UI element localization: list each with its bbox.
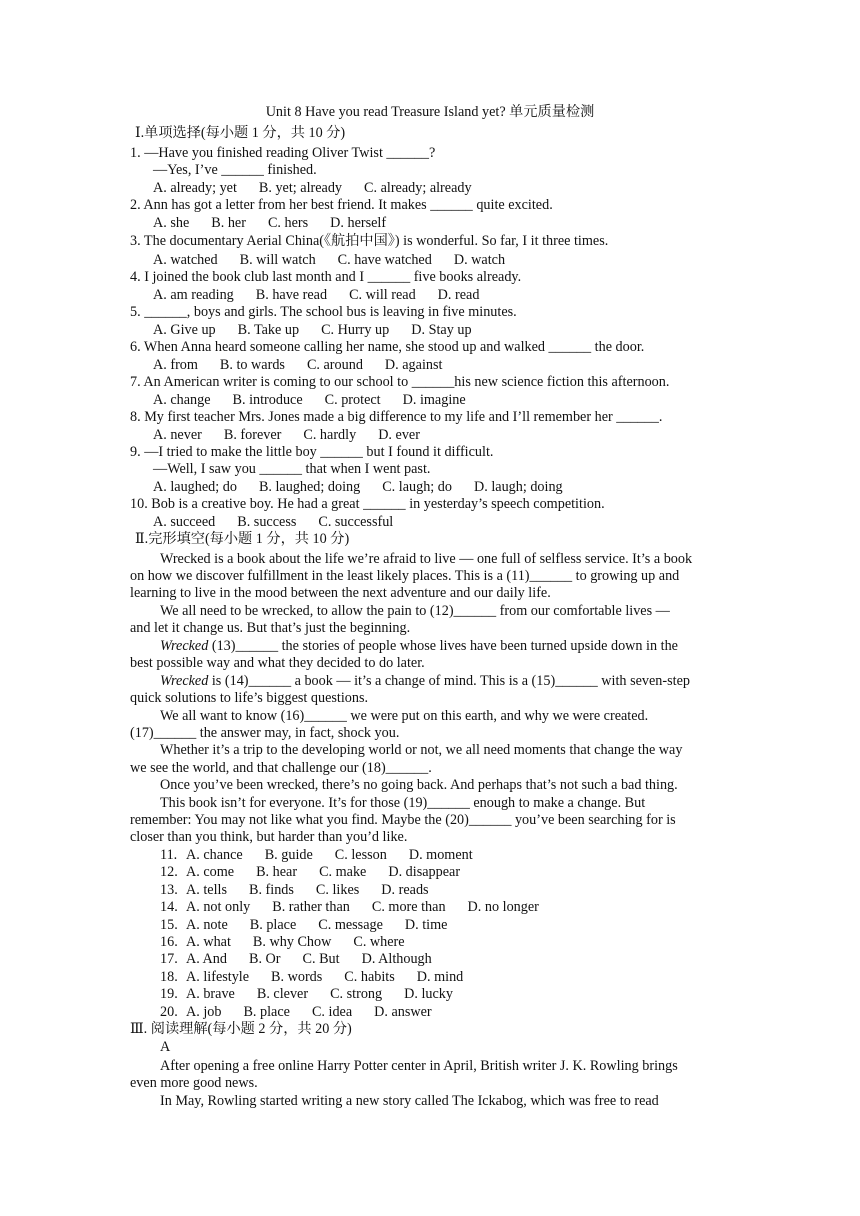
cloze-paragraph-line [160,673,690,690]
reading-paragraph-line: In May, Rowling started writing a new story called The Ickabog, which was free to read [160,1093,659,1109]
option: A. Give up [153,322,216,338]
option: B. finds [248,882,294,898]
option: B. hear [256,864,298,880]
question-1-reply: —Yes, I’ve ______ finished. [153,162,317,178]
option: A. job [186,1004,222,1020]
cloze-option-row [160,847,473,864]
option: B. success [237,514,297,530]
reading-paragraph-line: After opening a free online Harry Potter center in April, British writer J. K. Rowling brings [160,1058,678,1074]
cloze-option-row [160,934,405,951]
cloze-option-row [160,899,539,916]
question-7-options [153,392,466,409]
option: A. from [153,357,198,373]
reading-paragraph-line: even more good news. [130,1075,258,1091]
option: A. never [153,427,202,443]
question-6: 6. When Anna heard someone calling her name, she stood up and walked ______ the door. [130,339,645,355]
question-2-options [153,215,386,232]
option: C. likes [315,882,360,898]
option: D. time [404,917,448,933]
question-1-options [153,180,472,197]
cloze-paragraph-line: learning to live in the mood between the next adventure and our daily life. [130,585,551,601]
option: D. read [437,287,480,303]
question-9-options [153,479,563,496]
option: A. not only [186,899,251,915]
option: C. have watched [337,252,432,268]
option: A. watched [153,252,218,268]
option: C. strong [330,986,383,1002]
option: A. lifestyle [186,969,250,985]
book-title-italic: Wrecked [160,673,209,689]
option: D. herself [330,215,387,231]
question-9-reply: —Well, I saw you ______ that when I went past. [153,461,431,477]
option: B. will watch [239,252,316,268]
cloze-paragraph-line: This book isn’t for everyone. It’s for those (19)______ enough to make a change. But [160,795,646,811]
option: A. note [186,917,228,933]
option-number: 17. [160,951,178,967]
option: B. place [243,1004,290,1020]
option: C. hers [267,215,309,231]
option-number: 12. [160,864,178,880]
option-number: 16. [160,934,178,950]
option: D. Stay up [411,322,472,338]
question-1: 1. —Have you finished reading Oliver Twist ______? [130,145,436,161]
option: D. reads [381,882,429,898]
option: C. where [353,934,405,950]
option: B. yet; already [258,180,343,196]
question-6-options [153,357,442,374]
cloze-paragraph-line: We all want to know (16)______ we were put on this earth, and why we were created. [160,708,649,724]
cloze-paragraph-line: (17)______ the answer may, in fact, shock you. [130,725,400,741]
option: B. have read [255,287,328,303]
question-10-options [153,514,393,531]
cloze-option-row [160,986,453,1003]
option: A. am reading [153,287,234,303]
option: C. hardly [303,427,357,443]
cloze-option-row [160,864,460,881]
section-heading-2: Ⅱ.完形填空(每小题 1 分，共 10 分) [135,531,350,547]
option-number: 20. [160,1004,178,1020]
cloze-option-row [160,882,429,899]
option: A. tells [186,882,227,898]
option: B. forever [223,427,282,443]
cloze-text: is (14)______ a book — it’s a change of mind. This is a (15)______ with seven-step [208,673,690,689]
cloze-paragraph-line: on how we discover fulfillment in the least likely places. This is a (11)______ to growing up and [130,568,680,584]
option: B. place [249,917,297,933]
option-number: 14. [160,899,178,915]
question-3-options [153,252,505,269]
cloze-paragraph-line: we see the world, and that challenge our (18)______. [130,760,432,776]
option: D. laugh; doing [473,479,563,495]
option: D. Although [361,951,432,967]
option: C. habits [344,969,395,985]
option: C. successful [318,514,394,530]
cloze-paragraph-line: quick solutions to life’s biggest questions. [130,690,369,706]
option: C. lesson [334,847,387,863]
option: B. Or [249,951,281,967]
question-8-options [153,427,420,444]
question-5-options [153,322,472,339]
option: B. Take up [237,322,300,338]
option: D. no longer [467,899,539,915]
option-number: 15. [160,917,178,933]
option: C. message [318,917,383,933]
option: B. introduce [232,392,303,408]
option: C. Hurry up [321,322,390,338]
cloze-text: (13)______ the stories of people whose lives have been turned upside down in the [208,638,678,654]
question-8: 8. My first teacher Mrs. Jones made a big difference to my life and I’ll remember her ______. [130,409,663,425]
question-9: 9. —I tried to make the little boy ______ but I found it difficult. [130,444,494,460]
option: B. guide [264,847,313,863]
option: D. mind [416,969,464,985]
cloze-paragraph-line: We all need to be wrecked, to allow the pain to (12)______ from our comfortable lives — [160,603,670,619]
question-4-options [153,287,479,304]
cloze-paragraph-line: best possible way and what they decided to do later. [130,655,425,671]
question-2: 2. Ann has got a letter from her best friend. It makes ______ quite excited. [130,197,553,213]
option: C. more than [371,899,446,915]
option: B. rather than [272,899,350,915]
option: A. change [153,392,211,408]
section-heading-1: Ⅰ.单项选择(每小题 1 分，共 10 分) [135,125,346,141]
cloze-option-row [160,1004,432,1021]
cloze-option-row [160,951,432,968]
option: C. make [319,864,367,880]
option: B. her [211,215,246,231]
option: A. chance [186,847,243,863]
cloze-paragraph-line [160,638,678,655]
option: B. clever [256,986,309,1002]
option: C. already; already [364,180,472,196]
section-heading-3: Ⅲ. 阅读理解(每小题 2 分，共 20 分) [130,1021,352,1037]
option: B. laughed; doing [258,479,361,495]
book-title-italic: Wrecked [160,638,209,654]
cloze-paragraph-line: closer than you think, but harder than you’d like. [130,829,408,845]
option: B. to wards [219,357,285,373]
option: A. brave [186,986,235,1002]
cloze-paragraph-line: remember: You may not like what you find. Maybe the (20)______ you’ve been searching for is [130,812,676,828]
option: A. And [186,951,227,967]
document-title: Unit 8 Have you read Treasure Island yet? 单元质量检测 [265,104,595,120]
option: A. she [153,215,190,231]
question-7: 7. An American writer is coming to our school to ______his new science fiction this afternoon. [130,374,670,390]
option-number: 19. [160,986,178,1002]
cloze-option-row [160,969,463,986]
option: B. words [271,969,323,985]
question-4: 4. I joined the book club last month and I ______ five books already. [130,269,522,285]
option: A. come [186,864,235,880]
option-number: 11. [160,847,178,863]
option: D. ever [378,427,420,443]
option: C. idea [311,1004,353,1020]
option: A. already; yet [153,180,237,196]
option: C. laugh; do [382,479,452,495]
option-number: 13. [160,882,178,898]
option: A. what [186,934,231,950]
question-5: 5. ______, boys and girls. The school bus is leaving in five minutes. [130,304,517,320]
option: A. laughed; do [153,479,237,495]
cloze-paragraph-line: and let it change us. But that’s just the beginning. [130,620,411,636]
option: C. protect [324,392,381,408]
option: D. imagine [402,392,466,408]
option: D. answer [374,1004,432,1020]
option: D. moment [408,847,473,863]
cloze-paragraph-line: Once you’ve been wrecked, there’s no going back. And perhaps that’s not such a bad thing. [160,777,678,793]
option: C. will read [349,287,416,303]
cloze-option-row [160,917,447,934]
option: C. around [306,357,363,373]
option: D. against [384,357,443,373]
option: D. lucky [404,986,453,1002]
question-10: 10. Bob is a creative boy. He had a great ______ in yesterday’s speech competition. [130,496,605,512]
cloze-paragraph-line: Whether it’s a trip to the developing world or not, we all need moments that change the way [160,742,683,758]
question-3: 3. The documentary Aerial China(《航拍中国》) is wonderful. So far, I it three times. [130,233,609,249]
option: D. watch [453,252,506,268]
option-number: 18. [160,969,178,985]
option: D. disappear [388,864,461,880]
option: B. why Chow [252,934,332,950]
option: A. succeed [153,514,216,530]
reading-passage-label: A [160,1039,171,1055]
option: C. But [302,951,340,967]
cloze-paragraph-line: Wrecked is a book about the life we’re afraid to live — one full of selfless service. It’s a book [160,551,693,567]
